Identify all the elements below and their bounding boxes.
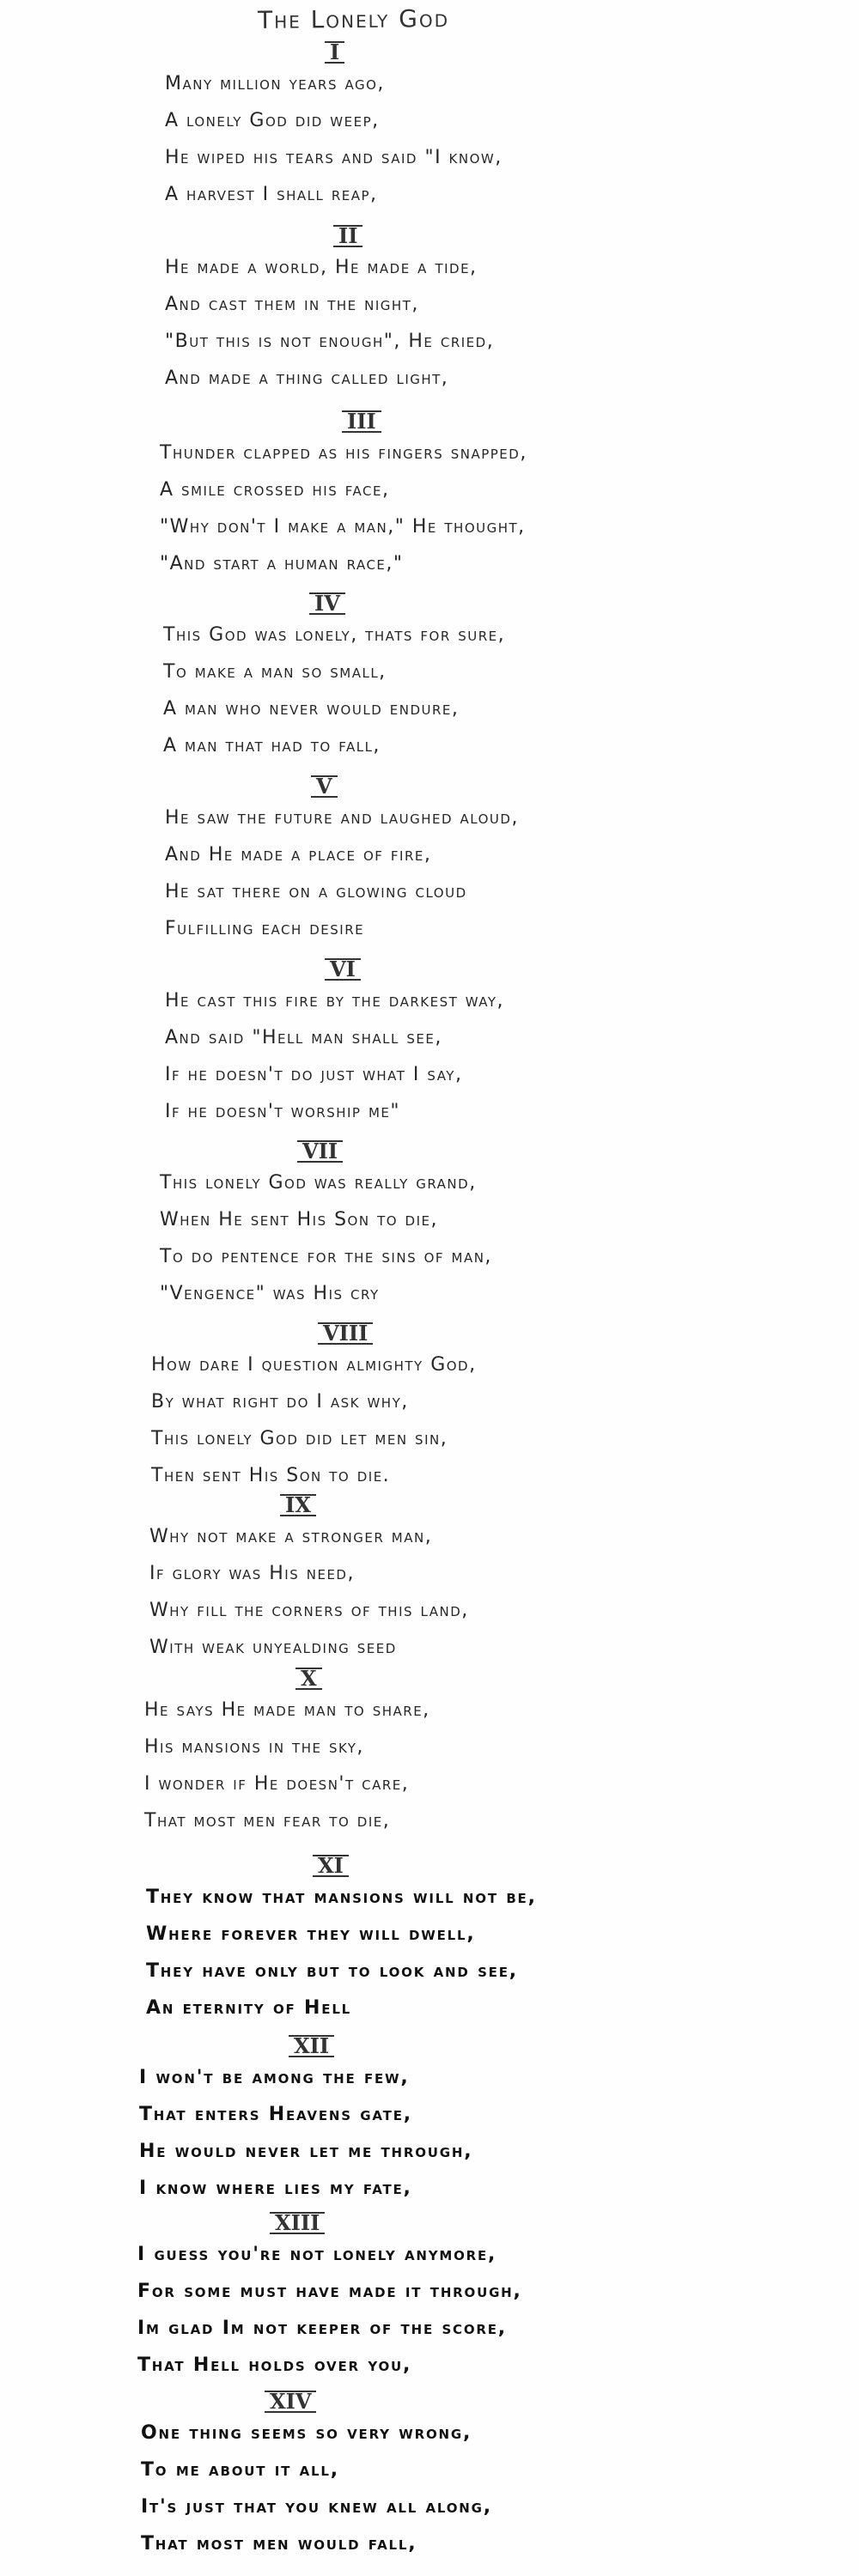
poem-line: That most men would fall, — [141, 2533, 417, 2555]
stanza — [165, 982, 818, 1130]
poem-line: How dare I question almighty God, — [151, 1354, 477, 1376]
poem-line: If glory was His need, — [149, 1563, 355, 1584]
poem-line: By what right do I ask why, — [151, 1391, 409, 1413]
poem-line: And said "Hell man shall see, — [165, 1027, 442, 1048]
poem-line: He would never let me through, — [139, 2141, 473, 2162]
poem-line: Fulfilling each desire — [165, 918, 365, 939]
stanza — [139, 2059, 792, 2207]
poem-line: And made a thing called light, — [165, 368, 449, 389]
poem-line: That most men fear to die, — [144, 1810, 391, 1832]
poem-line: He wiped his tears and said "I know, — [165, 147, 503, 168]
poem-line: Im glad Im not keeper of the score, — [137, 2318, 507, 2339]
stanza-numeral: XIV — [265, 2391, 316, 2413]
poem-line: They know that mansions will not be, — [146, 1886, 537, 1908]
poem-line: I know where lies my fate, — [139, 2178, 412, 2199]
poem-line: A lonely God did weep, — [165, 110, 380, 131]
stanza — [165, 249, 818, 397]
stanza — [160, 434, 813, 582]
poem-line: I won't be among the few, — [139, 2067, 410, 2088]
poem-line: Why not make a stronger man, — [149, 1526, 433, 1547]
poem-line: This lonely God did let men sin, — [151, 1428, 448, 1449]
poem-line: And cast them in the night, — [165, 294, 419, 315]
poem-line: That Hell holds over you, — [137, 2354, 412, 2376]
poem-line: Where forever they will dwell, — [146, 1923, 476, 1945]
poem-line: I guess you're not lonely anymore, — [137, 2244, 497, 2265]
poem-line: I wonder if He doesn't care, — [144, 1773, 410, 1795]
poem-line: He made a world, He made a tide, — [165, 257, 478, 278]
stanza-numeral: VIII — [318, 1322, 373, 1345]
poem-line: A harvest I shall reap, — [165, 184, 378, 205]
stanza-numeral: IX — [280, 1494, 316, 1516]
poem-line: Then sent His Son to die. — [151, 1465, 391, 1486]
stanza-numeral: XII — [289, 2035, 334, 2057]
poem-line: Many million years ago, — [165, 73, 385, 94]
poem-line: If he doesn't worship me" — [165, 1101, 401, 1122]
poem-line: It's just that you knew all along, — [141, 2496, 492, 2518]
stanza-numeral: XIII — [270, 2212, 325, 2234]
poem-line: This lonely God was really grand, — [160, 1172, 477, 1194]
poem-line: They have only but to look and see, — [146, 1960, 518, 1982]
stanza-numeral: X — [295, 1668, 322, 1690]
poem-line: "Why don't I make a man," He thought, — [160, 516, 526, 538]
stanza — [137, 2236, 790, 2384]
stanza-numeral: V — [311, 775, 338, 798]
poem-title: The Lonely God — [257, 4, 450, 34]
poem-line: To me about it all, — [141, 2459, 339, 2481]
poem-line: "But this is not enough", He cried, — [165, 331, 495, 352]
poem-line: A man that had to fall, — [163, 735, 381, 756]
stanza — [141, 2415, 794, 2562]
stanza-numeral: VI — [325, 958, 361, 981]
stanza — [163, 617, 816, 764]
poem-line: Why fill the corners of this land, — [149, 1600, 469, 1621]
poem-line: To make a man so small, — [163, 661, 387, 683]
stanza-numeral: VII — [297, 1140, 343, 1163]
poem-line: When He sent His Son to die, — [160, 1209, 438, 1230]
stanza — [144, 1692, 797, 1839]
poem-line: An eternity of Hell — [146, 1997, 352, 2019]
poem-line: He sat there on a glowing cloud — [165, 881, 467, 902]
stanza — [149, 1518, 802, 1666]
poem-line: If he doesn't do just what I say, — [165, 1064, 463, 1085]
poem-line: He says He made man to share, — [144, 1699, 430, 1721]
poem-line: One thing seems so very wrong, — [141, 2422, 472, 2444]
stanza — [165, 65, 818, 213]
poem-line: He saw the future and laughed aloud, — [165, 807, 519, 829]
poem-line: To do pentence for the sins of man, — [160, 1246, 492, 1267]
poem-line: And He made a place of fire, — [165, 844, 432, 866]
stanza-numeral: I — [325, 41, 344, 64]
stanza-numeral: XI — [313, 1855, 349, 1877]
poem-line: He cast this fire by the darkest way, — [165, 990, 505, 1012]
poem-line: "And start a human race," — [160, 553, 404, 574]
poem-line: A man who never would endure, — [163, 698, 460, 720]
stanza — [151, 1346, 804, 1494]
stanza — [160, 1164, 813, 1312]
poem-line: That enters Heavens gate, — [139, 2104, 412, 2125]
poem-line: Thunder clapped as his fingers snapped, — [160, 442, 527, 464]
stanza-numeral: II — [333, 225, 362, 247]
poem-line: His mansions in the sky, — [144, 1736, 364, 1758]
poem-line: This God was lonely, thats for sure, — [163, 624, 506, 646]
stanza-numeral: III — [342, 410, 381, 433]
stanza — [146, 1879, 799, 2026]
poem-line: A smile crossed his face, — [160, 479, 390, 501]
stanza — [165, 799, 818, 947]
poem-line: With weak unyealding seed — [149, 1637, 397, 1658]
poem-line: "Vengence" was His cry — [160, 1283, 380, 1304]
poem-line: For some must have made it through, — [137, 2281, 522, 2302]
stanza-numeral: IV — [309, 592, 345, 615]
